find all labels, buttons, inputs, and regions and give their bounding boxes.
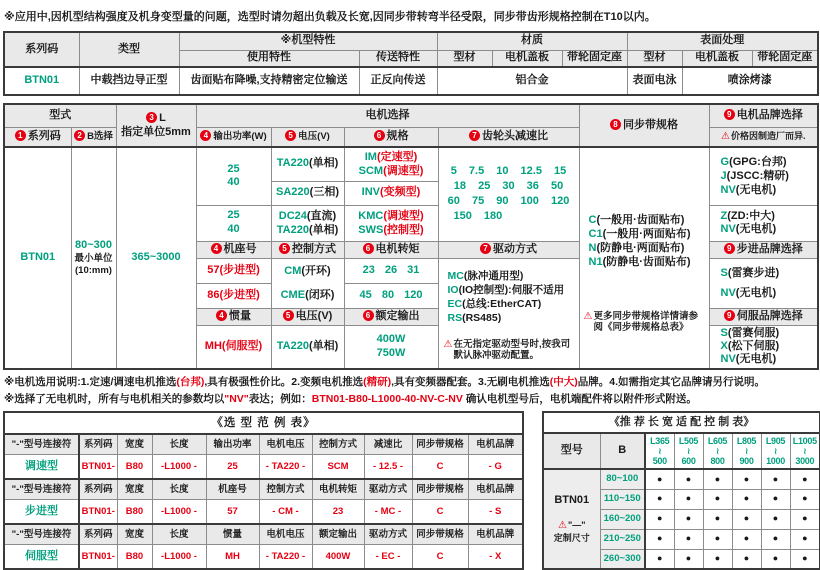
- l-range-value: 365~3000: [116, 147, 196, 369]
- fit-dot: ●: [645, 549, 674, 569]
- fit-dot: ●: [674, 509, 703, 529]
- torque-57-values: 23 26 31: [344, 258, 438, 283]
- gear-ratio-values: 5 7.5 10 12.5 15 18 25 30 36 50 60 75 90 100 120 150 180: [438, 147, 579, 241]
- example-col-header: 系列码: [79, 434, 117, 455]
- frame-57-cell: 57(步进型): [196, 258, 271, 283]
- example-col-header: 同步带规格: [412, 434, 468, 455]
- spec-header-surface: 表面处理: [627, 32, 818, 50]
- example-value: - MC -: [364, 500, 412, 524]
- fit-dot: ●: [790, 549, 820, 569]
- example-col-header: 同步带规格: [412, 524, 468, 545]
- example-value: - TA220 -: [259, 455, 312, 479]
- connector-header: "-"型号连接符: [4, 434, 79, 455]
- inertia-mh-cell: MH(伺服型): [196, 325, 271, 369]
- fit-dot: ●: [761, 489, 790, 509]
- spec-header-transfer: 传送特性: [359, 50, 437, 67]
- spec-surface-paint-value: 喷涂烤漆: [682, 67, 818, 95]
- fit-dot: ●: [674, 529, 703, 549]
- brand-step-cell: S(雷赛步进) NV(无电机): [709, 258, 818, 308]
- connector-header: "-"型号连接符: [4, 479, 79, 500]
- fit-header-l1005: L1005 ≀ 3000: [790, 433, 820, 469]
- example-col-header: 电机品牌: [468, 479, 523, 500]
- spec-header-series: 系列码: [4, 32, 79, 67]
- application-note: ※应用中,因机型结构强度及机身变型量的问题，选型时请勿超出负载及长宽,因同步带转弯半径受限，同步带齿形规格控制在T10以内。: [4, 11, 656, 23]
- circled-number-9: 9: [724, 109, 735, 120]
- drive-default-note: ⚠ 在无指定驱动型号时,按我司默认脉冲驱动配置。: [443, 339, 571, 362]
- fit-b-range: 160~200: [600, 509, 645, 529]
- example-col-header: 电机转矩: [312, 479, 364, 500]
- header-motor-select: 电机选择: [196, 104, 579, 127]
- spec-inv-cell: INV(变频型): [344, 181, 438, 205]
- example-value: C: [412, 500, 468, 524]
- header-model-type: 型式: [4, 104, 116, 127]
- fit-model-cell: BTN01 ⚠"—" 定制尺寸: [543, 469, 600, 569]
- circled-number-8: 8: [610, 119, 621, 130]
- fit-header-l905: L905 ≀ 1000: [761, 433, 790, 469]
- size-fit-table: [542, 411, 820, 570]
- example-value: 400W: [312, 545, 364, 569]
- fit-dot: ●: [674, 549, 703, 569]
- fit-dot: ●: [732, 489, 761, 509]
- header-belt-spec: 8 同步带规格: [579, 104, 709, 147]
- voltage-sa220-cell: SA220(三相): [271, 181, 344, 205]
- example-value: BTN01-: [79, 455, 117, 479]
- ordering-example-table: [3, 411, 524, 570]
- fit-table-title: 《推 荐 长 宽 适 配 控 制 表》: [543, 412, 820, 433]
- spec-header-profile: 型材: [437, 50, 492, 67]
- example-col-header: 电机电压: [259, 524, 312, 545]
- row-label-servo-type: 伺服型: [4, 545, 79, 569]
- fit-header-b: B: [600, 433, 645, 469]
- example-col-header: 控制方式: [259, 479, 312, 500]
- voltage-servo-cell: TA220(单相): [271, 325, 344, 369]
- no-motor-note: ※选择了无电机时，所有与电机相关的参数均以"NV"表达；例如：BTN01-B80-L1000-40-NV-C-NV 确认电机型号后，电机端配件将以附件形式附送。: [4, 393, 697, 405]
- fit-dot: ●: [703, 489, 732, 509]
- b-select-value: 80~300 最小单位 (10:mm): [71, 147, 116, 369]
- example-col-header: 驱动方式: [364, 479, 412, 500]
- subheader-voltage2: 5 电压(V): [271, 308, 344, 325]
- spec-header-type: 类型: [79, 32, 179, 67]
- example-value: - S: [468, 500, 523, 524]
- header-length: 3 L 指定单位5mm: [116, 104, 196, 147]
- example-col-header: 驱动方式: [364, 524, 412, 545]
- example-value: 23: [312, 500, 364, 524]
- example-value: 25: [206, 455, 259, 479]
- example-value: B80: [117, 455, 152, 479]
- example-value: 57: [206, 500, 259, 524]
- fit-dot: ●: [703, 509, 732, 529]
- example-col-header: 长度: [152, 524, 206, 545]
- example-col-header: 机座号: [206, 479, 259, 500]
- example-col-header: 电机品牌: [468, 524, 523, 545]
- example-value: - EC -: [364, 545, 412, 569]
- spec-header-profile2: 型材: [627, 50, 682, 67]
- row-label-speed-type: 调速型: [4, 455, 79, 479]
- spec-type-value: 中载挡边导正型: [79, 67, 179, 95]
- connector-header: "-"型号连接符: [4, 524, 79, 545]
- subheader-rated-output: 6 额定输出: [344, 308, 438, 325]
- fit-dot: ●: [761, 509, 790, 529]
- header-brand-price-note: ⚠价格因制造厂而异.: [709, 127, 818, 147]
- circled-number-3: 3: [146, 112, 157, 123]
- subheader-motor-torque: 6 电机转矩: [344, 241, 438, 258]
- spec-series-value: BTN01: [4, 67, 79, 95]
- example-col-header: 宽度: [117, 479, 152, 500]
- example-value: -L1000 -: [152, 455, 206, 479]
- example-value: BTN01-: [79, 500, 117, 524]
- fit-dot: ●: [703, 469, 732, 489]
- selection-table: [3, 103, 819, 370]
- subheader-frame-size: 4 机座号: [196, 241, 271, 258]
- example-col-header: 宽度: [117, 434, 152, 455]
- example-value: B80: [117, 500, 152, 524]
- fit-dot: ●: [703, 529, 732, 549]
- belt-more-note: ⚠ 更多同步带规格详情请参阅《同步带规格总表》: [583, 311, 698, 333]
- example-col-header: 宽度: [117, 524, 152, 545]
- header-gear-ratio: 7 齿轮头减速比: [438, 127, 579, 147]
- fit-dot: ●: [790, 509, 820, 529]
- control-mode-cell: CM(开环) CME(闭环): [271, 258, 344, 308]
- example-col-header: 额定输出: [312, 524, 364, 545]
- example-value: C: [412, 545, 468, 569]
- example-col-header: 减速比: [364, 434, 412, 455]
- spec-header-material: 材质: [437, 32, 627, 50]
- fit-dot: ●: [703, 549, 732, 569]
- power-dc-value: 25 40: [196, 205, 271, 241]
- subheader-drive-mode: 7 驱动方式: [438, 241, 579, 258]
- fit-dot: ●: [790, 469, 820, 489]
- fit-dot: ●: [732, 549, 761, 569]
- spec-im-scm-cell: IM(定速型) SCM(调速型): [344, 147, 438, 181]
- frame-86-cell: 86(步进型): [196, 283, 271, 308]
- warning-icon: ⚠: [557, 520, 567, 531]
- subheader-control-mode: 5 控制方式: [271, 241, 344, 258]
- example-col-header: 系列码: [79, 479, 117, 500]
- fit-dot: ●: [732, 509, 761, 529]
- example-value: - G: [468, 455, 523, 479]
- subheader-step-brand: 9 步进品牌选择: [709, 241, 818, 258]
- belt-spec-cell: C(一般用·齿面贴布) C1(一般用·两面贴布) N(防静电·两面贴布) N1(防静电·齿面贴布) ⚠ 更多同步带规格详情请参阅《同步带规格总表》: [579, 147, 709, 369]
- example-value: MH: [206, 545, 259, 569]
- spec-surface-profile-value: 表面电泳: [627, 67, 682, 95]
- fit-dot: ●: [790, 529, 820, 549]
- brand-servo-cell: S(雷赛伺服) X(松下伺服) NV(无电机): [709, 325, 818, 369]
- spec-transfer-value: 正反向传送: [359, 67, 437, 95]
- fit-header-l805: L805 ≀ 900: [732, 433, 761, 469]
- fit-header-model: 型号: [543, 433, 600, 469]
- motor-selection-note: ※电机选用说明:1.定速/调速电机推选(台邦),具有极强性价比。2.变频电机推选(精研),具有变频器配套。3.无刷电机推选(中大)品牌。4.如需指定其它品牌请另行说明。: [4, 376, 766, 388]
- fit-dot: ●: [761, 549, 790, 569]
- subheader-servo-brand: 9 伺服品牌选择: [709, 308, 818, 325]
- example-col-header: 同步带规格: [412, 479, 468, 500]
- fit-header-l605: L605 ≀ 800: [703, 433, 732, 469]
- example-table-title: 《选 型 范 例 表》: [4, 412, 523, 434]
- spec-use-value: 齿面贴布降噪,支持精密定位输送: [179, 67, 359, 95]
- warning-icon: ⚠: [443, 339, 453, 351]
- fit-dot: ●: [761, 529, 790, 549]
- fit-b-range: 260~300: [600, 549, 645, 569]
- rated-output-values: 400W 750W: [344, 325, 438, 369]
- spec-header-use: 使用特性: [179, 50, 359, 67]
- example-col-header: 输出功率: [206, 434, 259, 455]
- example-value: BTN01-: [79, 545, 117, 569]
- header-series-code: 1 系列码: [4, 127, 71, 147]
- example-value: C: [412, 455, 468, 479]
- header-voltage: 5 电压(V): [271, 127, 344, 147]
- fit-dot: ●: [732, 529, 761, 549]
- fit-dot: ●: [645, 489, 674, 509]
- fit-dot: ●: [761, 469, 790, 489]
- example-value: - X: [468, 545, 523, 569]
- spec-summary-table: [3, 31, 819, 96]
- example-value: - 12.5 -: [364, 455, 412, 479]
- fit-b-range: 110~150: [600, 489, 645, 509]
- fit-dot: ●: [645, 509, 674, 529]
- spec-material-value: 铝合金: [437, 67, 627, 95]
- spec-header-cover2: 电机盖板: [682, 50, 752, 67]
- spec-header-cover: 电机盖板: [492, 50, 562, 67]
- warning-icon: ⚠: [721, 130, 730, 142]
- fit-b-range: 80~100: [600, 469, 645, 489]
- header-output-power: 4 输出功率(W): [196, 127, 271, 147]
- power-ac-value: 25 40: [196, 147, 271, 205]
- example-value: -L1000 -: [152, 500, 206, 524]
- spec-header-seat: 带轮固定座: [562, 50, 627, 67]
- fit-b-range: 210~250: [600, 529, 645, 549]
- drive-mode-cell: MC(脉冲通用型) IO(IO控制型):伺服不适用 EC(总线:EtherCAT) RS(RS485) ⚠ 在无指定驱动型号时,按我司默认脉冲驱动配置。: [438, 258, 579, 369]
- fit-dot: ●: [790, 489, 820, 509]
- example-col-header: 控制方式: [312, 434, 364, 455]
- voltage-dc24-cell: DC24(直流) TA220(单相): [271, 205, 344, 241]
- example-value: - TA220 -: [259, 545, 312, 569]
- header-b-select: 2 B选择: [71, 127, 116, 147]
- torque-86-values: 45 80 120: [344, 283, 438, 308]
- brand-ac-cell: G(GPG:台邦) J(JSCC:精研) NV(无电机): [709, 147, 818, 205]
- voltage-ta220-cell: TA220(单相): [271, 147, 344, 181]
- series-code-value: BTN01: [4, 147, 71, 369]
- warning-icon: ⚠: [583, 311, 593, 322]
- example-col-header: 系列码: [79, 524, 117, 545]
- fit-header-l505: L505 ≀ 600: [674, 433, 703, 469]
- subheader-inertia: 4 惯量: [196, 308, 271, 325]
- fit-dot: ●: [674, 489, 703, 509]
- example-col-header: 长度: [152, 434, 206, 455]
- brand-dc-cell: Z(ZD:中大) NV(无电机): [709, 205, 818, 241]
- example-value: -L1000 -: [152, 545, 206, 569]
- example-col-header: 惯量: [206, 524, 259, 545]
- header-spec: 6 规格: [344, 127, 438, 147]
- fit-dot: ●: [645, 529, 674, 549]
- row-label-step-type: 步进型: [4, 500, 79, 524]
- fit-header-l365: L365 ≀ 500: [645, 433, 674, 469]
- fit-dot: ●: [645, 469, 674, 489]
- example-value: B80: [117, 545, 152, 569]
- spec-header-seat2: 带轮固定座: [752, 50, 818, 67]
- spec-kmc-sws-cell: KMC(调速型) SWS(控制型): [344, 205, 438, 241]
- example-value: - CM -: [259, 500, 312, 524]
- example-value: SCM: [312, 455, 364, 479]
- fit-dot: ●: [732, 469, 761, 489]
- example-col-header: 电机电压: [259, 434, 312, 455]
- example-col-header: 电机品牌: [468, 434, 523, 455]
- fit-dot: ●: [674, 469, 703, 489]
- spec-header-feature: ※机型特性: [179, 32, 437, 50]
- header-motor-brand: 9 电机品牌选择: [709, 104, 818, 127]
- example-col-header: 长度: [152, 479, 206, 500]
